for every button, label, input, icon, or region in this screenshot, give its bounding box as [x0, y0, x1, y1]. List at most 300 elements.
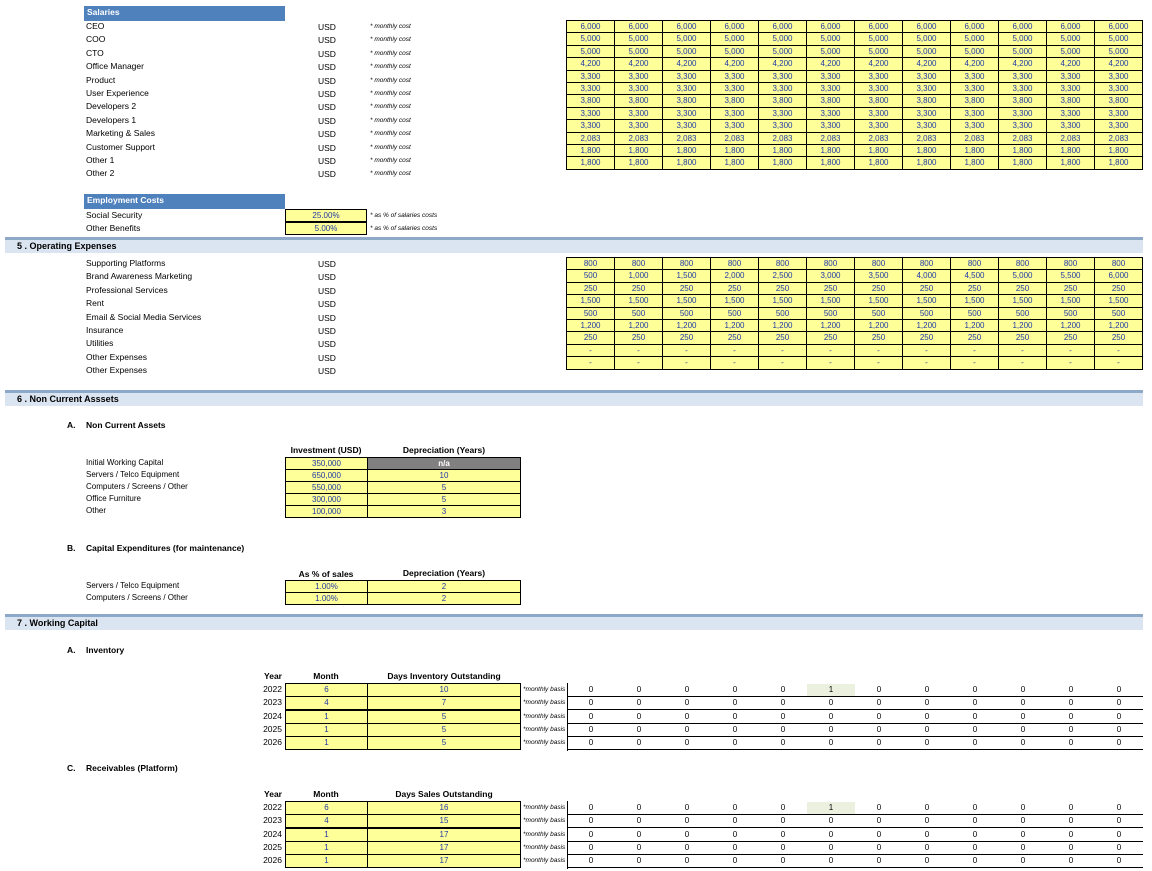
salary-note: * monthly cost: [370, 116, 411, 124]
salary-cell: 5,000: [1046, 32, 1095, 45]
salary-cell: 1,800: [998, 156, 1047, 169]
capex-pct: 1.00%: [285, 592, 368, 605]
section-operating-expenses: [5, 237, 1143, 253]
basis-note: *monthly basis: [523, 739, 566, 747]
salary-cell: 3,800: [662, 94, 711, 107]
wc-value: 0: [588, 856, 594, 866]
wc-value: 0: [972, 856, 978, 866]
salary-cell: 3,300: [710, 82, 759, 95]
wc-value: 0: [684, 816, 690, 826]
salary-cell: 6,000: [806, 20, 855, 33]
days-value: 17: [367, 828, 521, 842]
wc-value: 0: [588, 724, 594, 734]
salary-note: * monthly cost: [370, 76, 411, 84]
salary-cell: 4,200: [806, 57, 855, 70]
salary-cell: 3,300: [662, 70, 711, 83]
wc-value: 0: [732, 698, 738, 708]
salary-cell: 5,000: [566, 32, 615, 45]
asset-investment: 550,000: [285, 481, 368, 494]
salary-cell: 6,000: [998, 20, 1047, 33]
salary-cell: 3,300: [614, 70, 663, 83]
opex-cell: -: [806, 356, 855, 369]
receivables-sub-title: Receivables (Platform): [86, 763, 178, 773]
opex-cell: 1,500: [1046, 294, 1095, 307]
opex-cell: 1,200: [950, 319, 999, 332]
salary-cell: 6,000: [854, 20, 903, 33]
year-label: 2026: [263, 737, 282, 748]
opex-cell: 1,500: [566, 294, 615, 307]
opex-cell: 500: [1094, 307, 1143, 320]
wc-value: 0: [972, 842, 978, 852]
salary-cell: 5,000: [614, 32, 663, 45]
opex-cell: 1,200: [758, 319, 807, 332]
opex-cell: -: [806, 344, 855, 357]
wc-value: 0: [732, 738, 738, 748]
wc-value: 0: [684, 829, 690, 839]
opex-label: Other Expenses: [86, 365, 147, 376]
salary-cell: 4,200: [758, 57, 807, 70]
opex-cell: 2,500: [758, 269, 807, 282]
opex-cell: -: [758, 344, 807, 357]
wc-value: 0: [780, 685, 786, 694]
wc-value: 0: [732, 816, 738, 826]
year-label: 2022: [263, 802, 282, 812]
salary-cell: 6,000: [950, 20, 999, 33]
asset-depreciation-years: n/a: [367, 457, 521, 470]
days-value: 5: [367, 723, 521, 737]
wc-value: 0: [876, 842, 882, 852]
salary-cell: 3,300: [566, 82, 615, 95]
salary-cell: 3,300: [710, 119, 759, 132]
opex-cell: 500: [566, 307, 615, 320]
wc-value: 0: [636, 698, 642, 708]
wc-value: 0: [1068, 724, 1074, 734]
asset-investment: 350,000: [285, 457, 368, 470]
opex-cell: 1,500: [1094, 294, 1143, 307]
salary-note: * monthly cost: [370, 49, 411, 57]
year-col-header: Year: [264, 671, 282, 681]
salary-cell: 1,800: [950, 156, 999, 169]
sub-a-title: Non Current Assets: [86, 420, 166, 430]
salary-cell: 3,300: [1046, 119, 1095, 132]
opex-currency: USD: [318, 339, 336, 350]
salary-cell: 1,800: [1046, 144, 1095, 157]
salary-cell: 2,083: [662, 132, 711, 145]
month-value: 1: [285, 828, 368, 842]
wc-value: 0: [828, 842, 834, 852]
salary-note: * monthly cost: [370, 157, 411, 164]
opex-cell: 250: [998, 282, 1047, 295]
salary-cell: 3,300: [998, 82, 1047, 95]
basis-note: *monthly basis: [523, 857, 566, 865]
basis-note: *monthly basis: [523, 725, 566, 733]
employment-note: * as % of salaries costs: [370, 212, 438, 219]
days-value: 7: [367, 696, 521, 710]
salary-cell: 1,800: [854, 156, 903, 169]
opex-cell: 800: [614, 257, 663, 270]
wc-value: 0: [588, 816, 594, 826]
wc-value: 0: [972, 829, 978, 839]
opex-cell: -: [1094, 344, 1143, 357]
opex-cell: 800: [710, 257, 759, 270]
opex-cell: 800: [662, 257, 711, 270]
opex-cell: 500: [758, 307, 807, 320]
wc-value: 0: [588, 803, 594, 812]
salary-cell: 5,000: [806, 32, 855, 45]
opex-cell: 250: [902, 282, 951, 295]
opex-cell: 1,200: [854, 319, 903, 332]
wc-value: 0: [1068, 816, 1074, 826]
month-col-header: Month: [313, 671, 339, 681]
wc-value: 0: [924, 738, 930, 748]
opex-cell: 4,500: [950, 269, 999, 282]
salary-currency: USD: [318, 89, 336, 99]
salary-cell: 5,000: [806, 45, 855, 58]
wc-value: 0: [1068, 842, 1074, 852]
wc-value: 0: [1020, 816, 1026, 826]
basis-note: *monthly basis: [523, 817, 566, 825]
salary-cell: 1,800: [806, 144, 855, 157]
month-value: 6: [285, 801, 368, 815]
year-label: 2025: [263, 723, 282, 734]
opex-currency: USD: [318, 272, 336, 283]
opex-currency: USD: [318, 366, 336, 377]
opex-cell: 800: [854, 257, 903, 270]
grid-left-edge: [567, 801, 568, 869]
opex-cell: 250: [854, 331, 903, 344]
salary-cell: 3,800: [758, 94, 807, 107]
opex-cell: 1,500: [902, 294, 951, 307]
wc-value: 0: [780, 803, 786, 812]
wc-value: 0: [1020, 685, 1026, 694]
salary-cell: 4,200: [710, 57, 759, 70]
salary-cell: 3,300: [662, 82, 711, 95]
opex-cell: 500: [998, 307, 1047, 320]
basis-note: *monthly basis: [523, 699, 566, 707]
opex-currency: USD: [318, 299, 336, 310]
wc-value: 0: [684, 698, 690, 708]
wc-value: 0: [924, 803, 930, 812]
salary-cell: 3,800: [902, 94, 951, 107]
wc-value: 0: [780, 842, 786, 852]
asset-depreciation-years: 5: [367, 481, 521, 494]
asset-investment: 100,000: [285, 505, 368, 518]
opex-cell: 1,500: [662, 269, 711, 282]
salary-label: Office Manager: [86, 61, 144, 72]
salary-cell: 1,800: [710, 156, 759, 169]
salary-cell: 3,800: [710, 94, 759, 107]
salary-cell: 3,300: [854, 82, 903, 95]
sub-b-title: Capital Expenditures (for maintenance): [86, 543, 245, 553]
wc-value: 0: [828, 711, 834, 721]
wc-value: 0: [972, 738, 978, 748]
wc-value: 0: [684, 842, 690, 852]
wc-value: 0: [636, 738, 642, 748]
basis-note: *monthly basis: [523, 712, 566, 720]
salary-currency: USD: [318, 129, 336, 140]
opex-cell: 250: [806, 331, 855, 344]
opex-cell: -: [902, 356, 951, 369]
wc-value: 0: [1068, 856, 1074, 866]
wc-value: 0: [588, 711, 594, 721]
salary-cell: 4,200: [950, 57, 999, 70]
asset-depreciation-years: 10: [367, 469, 521, 482]
salary-note: * monthly cost: [370, 103, 411, 111]
salary-cell: 3,300: [854, 107, 903, 120]
wc-value: 0: [1020, 738, 1026, 748]
capex-label: Computers / Screens / Other: [86, 593, 188, 602]
asset-depreciation-years: 5: [367, 493, 521, 506]
opex-cell: 800: [566, 257, 615, 270]
salary-cell: 3,300: [1094, 82, 1143, 95]
wc-value: 0: [1068, 829, 1074, 839]
opex-cell: 250: [710, 282, 759, 295]
salary-cell: 3,300: [950, 82, 999, 95]
opex-cell: 250: [950, 282, 999, 295]
opex-cell: 800: [1094, 257, 1143, 270]
opex-cell: 250: [998, 331, 1047, 344]
salary-label: Developers 2: [86, 101, 137, 112]
opex-cell: 5,500: [1046, 269, 1095, 282]
salary-cell: 1,800: [1046, 156, 1095, 169]
opex-cell: -: [566, 356, 615, 369]
wc-value: 0: [924, 724, 930, 734]
wc-value: 0: [684, 685, 690, 694]
days-value: 17: [367, 854, 521, 868]
wc-value: 0: [588, 738, 594, 748]
salary-currency: USD: [318, 75, 336, 86]
salary-currency: USD: [318, 156, 336, 166]
opex-cell: 250: [1046, 282, 1095, 295]
salary-cell: 6,000: [902, 20, 951, 33]
employment-value: 25.00%: [285, 209, 367, 222]
salary-cell: 1,800: [614, 144, 663, 157]
salary-cell: 3,300: [998, 70, 1047, 83]
days-value: 5: [367, 710, 521, 724]
salary-currency: USD: [318, 115, 336, 126]
opex-cell: 250: [950, 331, 999, 344]
section-non-current-assets: [5, 390, 1143, 406]
wc-value: 0: [924, 829, 930, 839]
opex-cell: -: [902, 344, 951, 357]
salary-cell: 3,300: [902, 82, 951, 95]
salary-cell: 6,000: [1046, 20, 1095, 33]
salary-cell: 5,000: [950, 45, 999, 58]
opex-cell: 500: [854, 307, 903, 320]
opex-cell: -: [758, 356, 807, 369]
salary-cell: 1,800: [566, 144, 615, 157]
inventory-sub-title: Inventory: [86, 645, 125, 655]
opex-cell: -: [998, 344, 1047, 357]
wc-value: 0: [1068, 698, 1074, 708]
basis-note: *monthly basis: [523, 804, 566, 811]
opex-cell: 1,500: [710, 294, 759, 307]
salary-label: CTO: [86, 47, 104, 58]
opex-cell: 1,200: [566, 319, 615, 332]
opex-currency: USD: [318, 285, 336, 296]
month-value: 1: [285, 723, 368, 737]
asset-investment: 650,000: [285, 469, 368, 482]
opex-cell: 1,000: [614, 269, 663, 282]
month-value: 4: [285, 814, 368, 828]
salary-cell: 3,800: [1046, 94, 1095, 107]
salary-cell: 5,000: [662, 45, 711, 58]
opex-cell: -: [566, 344, 615, 357]
opex-cell: 250: [1046, 331, 1095, 344]
year-label: 2023: [263, 815, 282, 826]
wc-value: 0: [876, 856, 882, 866]
opex-cell: 1,200: [614, 319, 663, 332]
opex-grid: [567, 257, 1143, 370]
wc-value: 0: [684, 738, 690, 748]
wc-value: 0: [1068, 685, 1074, 694]
opex-cell: 500: [806, 307, 855, 320]
salary-cell: 2,083: [1046, 132, 1095, 145]
month-value: 1: [285, 854, 368, 868]
salary-note: * monthly cost: [370, 90, 411, 97]
opex-cell: 800: [950, 257, 999, 270]
capex-years: 2: [367, 592, 521, 605]
opex-cell: -: [662, 344, 711, 357]
salary-cell: 3,300: [806, 70, 855, 83]
opex-cell: 1,500: [950, 294, 999, 307]
opex-cell: 1,500: [806, 294, 855, 307]
asset-label: Other: [86, 506, 107, 515]
salary-cell: 5,000: [998, 32, 1047, 45]
salary-cell: 3,300: [806, 119, 855, 132]
sub-b-letter: B.: [67, 543, 76, 553]
inventory-sub-letter: A.: [67, 645, 76, 655]
salary-label: User Experience: [86, 88, 149, 98]
wc-value: 0: [732, 842, 738, 852]
wc-value: 0: [924, 816, 930, 826]
salary-cell: 3,300: [1046, 107, 1095, 120]
opex-cell: 500: [902, 307, 951, 320]
salary-cell: 4,200: [614, 57, 663, 70]
salary-cell: 3,300: [662, 119, 711, 132]
sub-a-letter: A.: [67, 420, 76, 430]
opex-cell: 500: [566, 269, 615, 282]
salary-cell: 2,083: [854, 132, 903, 145]
salary-cell: 6,000: [710, 20, 759, 33]
salary-cell: 5,000: [1094, 32, 1143, 45]
salary-label: Developers 1: [86, 114, 137, 125]
salary-cell: 1,800: [710, 144, 759, 157]
opex-currency: USD: [318, 352, 336, 363]
salary-currency: USD: [318, 102, 336, 113]
wc-value: 0: [876, 738, 882, 748]
salary-cell: 5,000: [758, 32, 807, 45]
salary-cell: 5,000: [710, 45, 759, 58]
year-label: 2023: [263, 697, 282, 708]
days-col-header: Days Sales Outstanding: [395, 789, 493, 799]
opex-cell: -: [710, 344, 759, 357]
days-value: 16: [367, 801, 521, 815]
wc-value: 0: [972, 711, 978, 721]
wc-value: 0: [1116, 738, 1122, 748]
wc-value: 0: [636, 842, 642, 852]
employment-note: * as % of salaries costs: [370, 225, 438, 232]
wc-value: 0: [924, 711, 930, 721]
capex-depreciation-col-header: Depreciation (Years): [402, 568, 486, 578]
salary-cell: 5,000: [758, 45, 807, 58]
employment-label: Other Benefits: [86, 223, 141, 233]
salary-cell: 5,000: [1046, 45, 1095, 58]
opex-cell: 1,200: [1094, 319, 1143, 332]
salary-cell: 6,000: [1094, 20, 1143, 33]
wc-value: 0: [828, 724, 834, 734]
wc-value: 0: [588, 698, 594, 708]
salary-cell: 1,800: [950, 144, 999, 157]
wc-value: 0: [924, 856, 930, 866]
year-label: 2022: [263, 684, 282, 694]
opex-cell: 250: [566, 282, 615, 295]
salary-cell: 3,300: [950, 70, 999, 83]
days-value: 10: [367, 683, 521, 697]
wc-value: 0: [876, 685, 882, 694]
salary-cell: 3,300: [1046, 82, 1095, 95]
wc-value: 0: [732, 711, 738, 721]
wc-value: 0: [636, 829, 642, 839]
salary-label: Other 2: [86, 168, 115, 179]
employment-costs-header: Employment Costs: [84, 194, 285, 209]
opex-cell: 1,500: [998, 294, 1047, 307]
salary-cell: 5,000: [614, 45, 663, 58]
wc-value: 0: [876, 698, 882, 708]
opex-cell: 1,200: [710, 319, 759, 332]
salary-cell: 6,000: [758, 20, 807, 33]
salary-cell: 3,800: [854, 94, 903, 107]
salary-cell: 3,300: [758, 70, 807, 83]
wc-value: 0: [924, 698, 930, 708]
salary-cell: 2,083: [566, 132, 615, 145]
wc-value: 0: [780, 711, 786, 721]
wc-value: 0: [732, 856, 738, 866]
wc-value: 0: [588, 685, 594, 694]
pct-sales-col-header: As % of sales: [298, 569, 354, 579]
asset-investment: 300,000: [285, 493, 368, 506]
wc-value: 0: [876, 711, 882, 721]
opex-cell: 500: [614, 307, 663, 320]
opex-cell: 250: [758, 331, 807, 344]
opex-cell: -: [1046, 356, 1095, 369]
opex-cell: -: [854, 344, 903, 357]
salary-cell: 1,800: [662, 156, 711, 169]
wc-value: 0: [1020, 724, 1026, 734]
opex-cell: 250: [614, 282, 663, 295]
salary-cell: 1,800: [614, 156, 663, 169]
wc-value: 0: [828, 829, 834, 839]
wc-value: 0: [876, 724, 882, 734]
salary-cell: 3,300: [758, 107, 807, 120]
salary-note: * monthly cost: [370, 23, 411, 30]
salary-label: Customer Support: [86, 141, 155, 152]
opex-cell: 250: [806, 282, 855, 295]
opex-cell: 500: [710, 307, 759, 320]
wc-value: 0: [1020, 842, 1026, 852]
wc-value: 0: [780, 829, 786, 839]
opex-cell: 250: [614, 331, 663, 344]
opex-cell: 250: [662, 331, 711, 344]
opex-label: Insurance: [86, 325, 124, 335]
basis-note: *monthly basis: [523, 686, 566, 693]
opex-currency: USD: [318, 326, 336, 336]
wc-value: 0: [1116, 803, 1122, 812]
wc-value: 0: [636, 816, 642, 826]
wc-value: 0: [1020, 698, 1026, 708]
salary-cell: 3,300: [1046, 70, 1095, 83]
investment-col-header: Investment (USD): [290, 445, 362, 455]
